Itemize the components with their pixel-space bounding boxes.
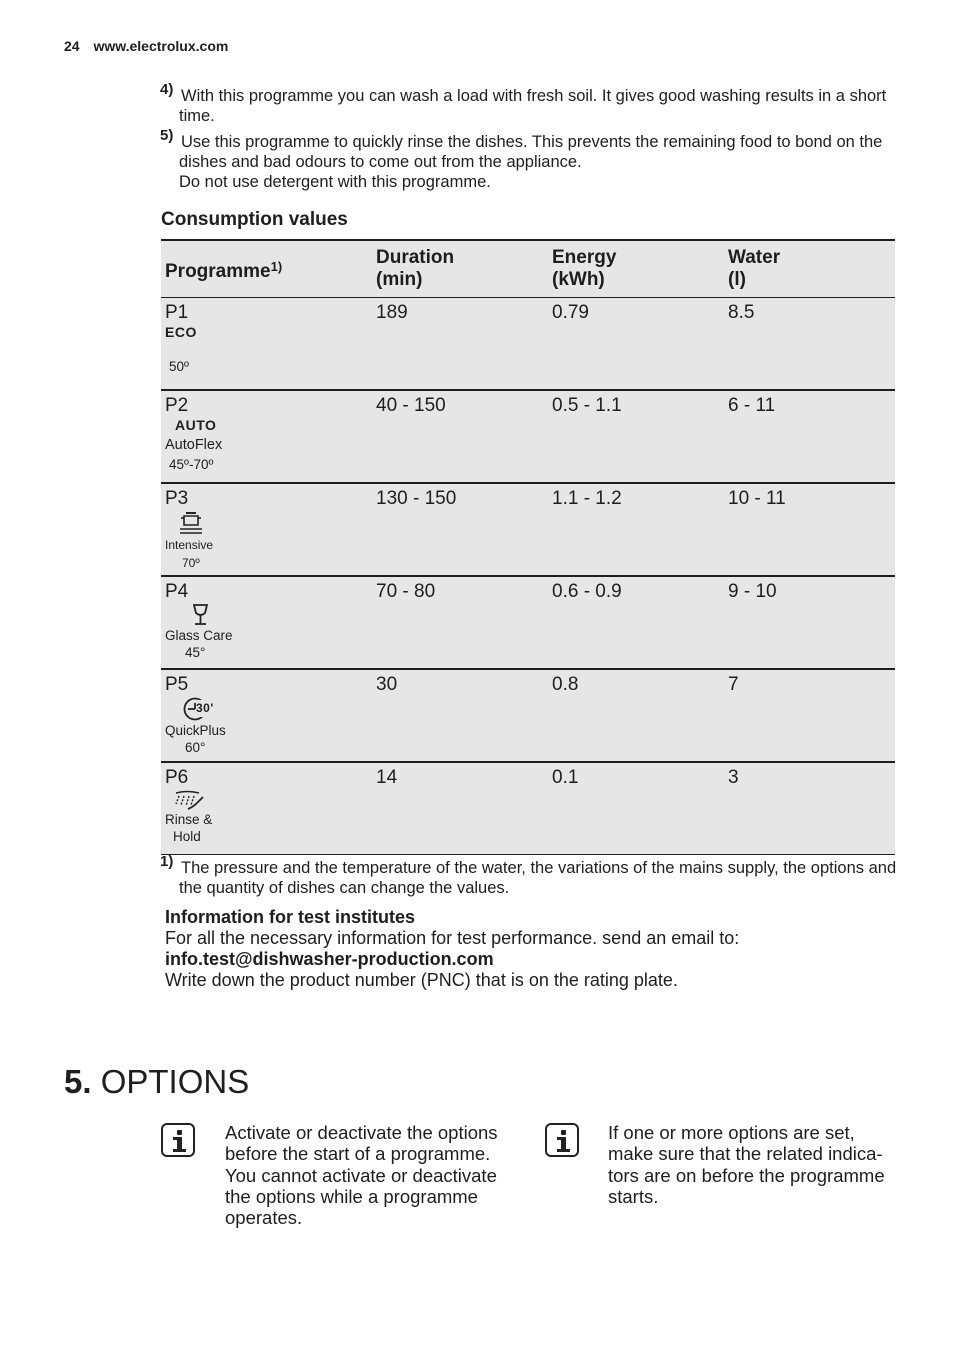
options-note: If one or more options are set, make sure that the related indicators are on before the programme starts.	[608, 1122, 885, 1207]
autoflex-icon: AUTO AutoFlex 45º-70º	[165, 417, 223, 472]
water-cell: 9 - 10	[724, 576, 895, 669]
water-cell: 8.5	[724, 298, 895, 391]
glass-care-icon: Glass Care 45°	[165, 603, 368, 661]
col-programme: Programme$^{1)}$	[161, 240, 372, 298]
programme-cell	[161, 298, 372, 391]
energy-cell: 1.1 - 1.2	[548, 483, 724, 576]
footnote-marker: 1)	[160, 853, 174, 870]
section-heading: Consumption values	[161, 209, 348, 230]
col-water: Water (l)	[724, 240, 895, 298]
footnote-5	[160, 127, 900, 192]
duration-cell: 70 - 80	[372, 576, 548, 669]
email-link[interactable]: info.test@dishwasher-production.com	[165, 949, 494, 969]
table-row	[161, 669, 895, 762]
table-row	[161, 576, 895, 669]
duration-cell: 130 - 150	[372, 483, 548, 576]
duration-cell: 14	[372, 762, 548, 855]
programme-cell	[161, 576, 372, 669]
footnote-text: Use this programme to quickly rinse the dishes. This prevents the remaining food to bond on the dishes and bad odours to come out from the appliance.	[179, 133, 883, 171]
test-institutes-info	[165, 907, 885, 991]
clock-icon: 30'	[183, 696, 368, 722]
footnote-4	[160, 81, 900, 126]
website-link[interactable]: www.electrolux.com	[93, 38, 229, 54]
footnote-text: The pressure and the temperature of the water, the variations of the mains supply, the options and the quantity of dishes can change the values.	[179, 859, 897, 897]
table-footnote	[160, 853, 900, 898]
programme-code: P5	[165, 674, 189, 695]
energy-cell: 0.6 - 0.9	[548, 576, 724, 669]
table-header-row	[161, 240, 895, 298]
duration-cell: 189	[372, 298, 548, 391]
water-cell: 7	[724, 669, 895, 762]
info-icon	[545, 1123, 579, 1157]
info-text: For all the necessary information for test performance. send an email to:	[165, 928, 740, 948]
rinse-hold-icon: Rinse & Hold	[165, 789, 368, 845]
water-cell: 10 - 11	[724, 483, 895, 576]
footnote-marker: 4)	[160, 81, 174, 98]
pot-icon	[177, 510, 207, 536]
eco-icon: ECO 50º	[165, 324, 197, 374]
footnote-marker: 5)	[160, 127, 174, 144]
programme-cell	[161, 483, 372, 576]
programme-cell	[161, 762, 372, 855]
programme-code: P2	[165, 395, 189, 416]
programme-code: P1	[165, 302, 189, 323]
energy-cell: 0.8	[548, 669, 724, 762]
programme-cell	[161, 390, 372, 483]
programme-code: P6	[165, 767, 189, 788]
water-cell: 6 - 11	[724, 390, 895, 483]
col-energy: Energy (kWh)	[548, 240, 724, 298]
table-row	[161, 390, 895, 483]
page-number: 24	[64, 38, 80, 54]
intensive-pot-icon: Intensive 70º	[165, 510, 368, 572]
footnote-text: Do not use detergent with this programme.	[179, 173, 491, 191]
footnote-text: With this programme you can wash a load with fresh soil. It gives good washing results in a short time.	[179, 87, 887, 125]
programme-code: P3	[165, 488, 189, 509]
water-cell: 3	[724, 762, 895, 855]
wine-glass-icon	[191, 603, 211, 627]
duration-cell: 30	[372, 669, 548, 762]
quickplus-icon: 30' QuickPlus 60°	[165, 696, 368, 756]
options-note: Activate or deactivate the options before the start of a programme. You cannot activate or deactivate the options while a programme operates.	[225, 1122, 498, 1229]
info-text: Write down the product number (PNC) that is on the rating plate.	[165, 970, 678, 990]
section-number: 5.	[64, 1063, 92, 1100]
table-row	[161, 298, 895, 391]
consumption-table	[161, 239, 895, 855]
options-heading	[64, 1063, 249, 1101]
energy-cell: 0.1	[548, 762, 724, 855]
col-duration: Duration (min)	[372, 240, 548, 298]
table-row	[161, 483, 895, 576]
info-heading: Information for test institutes	[165, 907, 416, 927]
page-header	[64, 38, 228, 54]
section-title: OPTIONS	[100, 1063, 250, 1100]
energy-cell: 0.79	[548, 298, 724, 391]
duration-cell: 40 - 150	[372, 390, 548, 483]
info-icon	[161, 1123, 195, 1157]
programme-code: P4	[165, 581, 189, 602]
table-row	[161, 762, 895, 855]
water-spray-icon	[173, 789, 205, 811]
energy-cell: 0.5 - 1.1	[548, 390, 724, 483]
programme-cell	[161, 669, 372, 762]
